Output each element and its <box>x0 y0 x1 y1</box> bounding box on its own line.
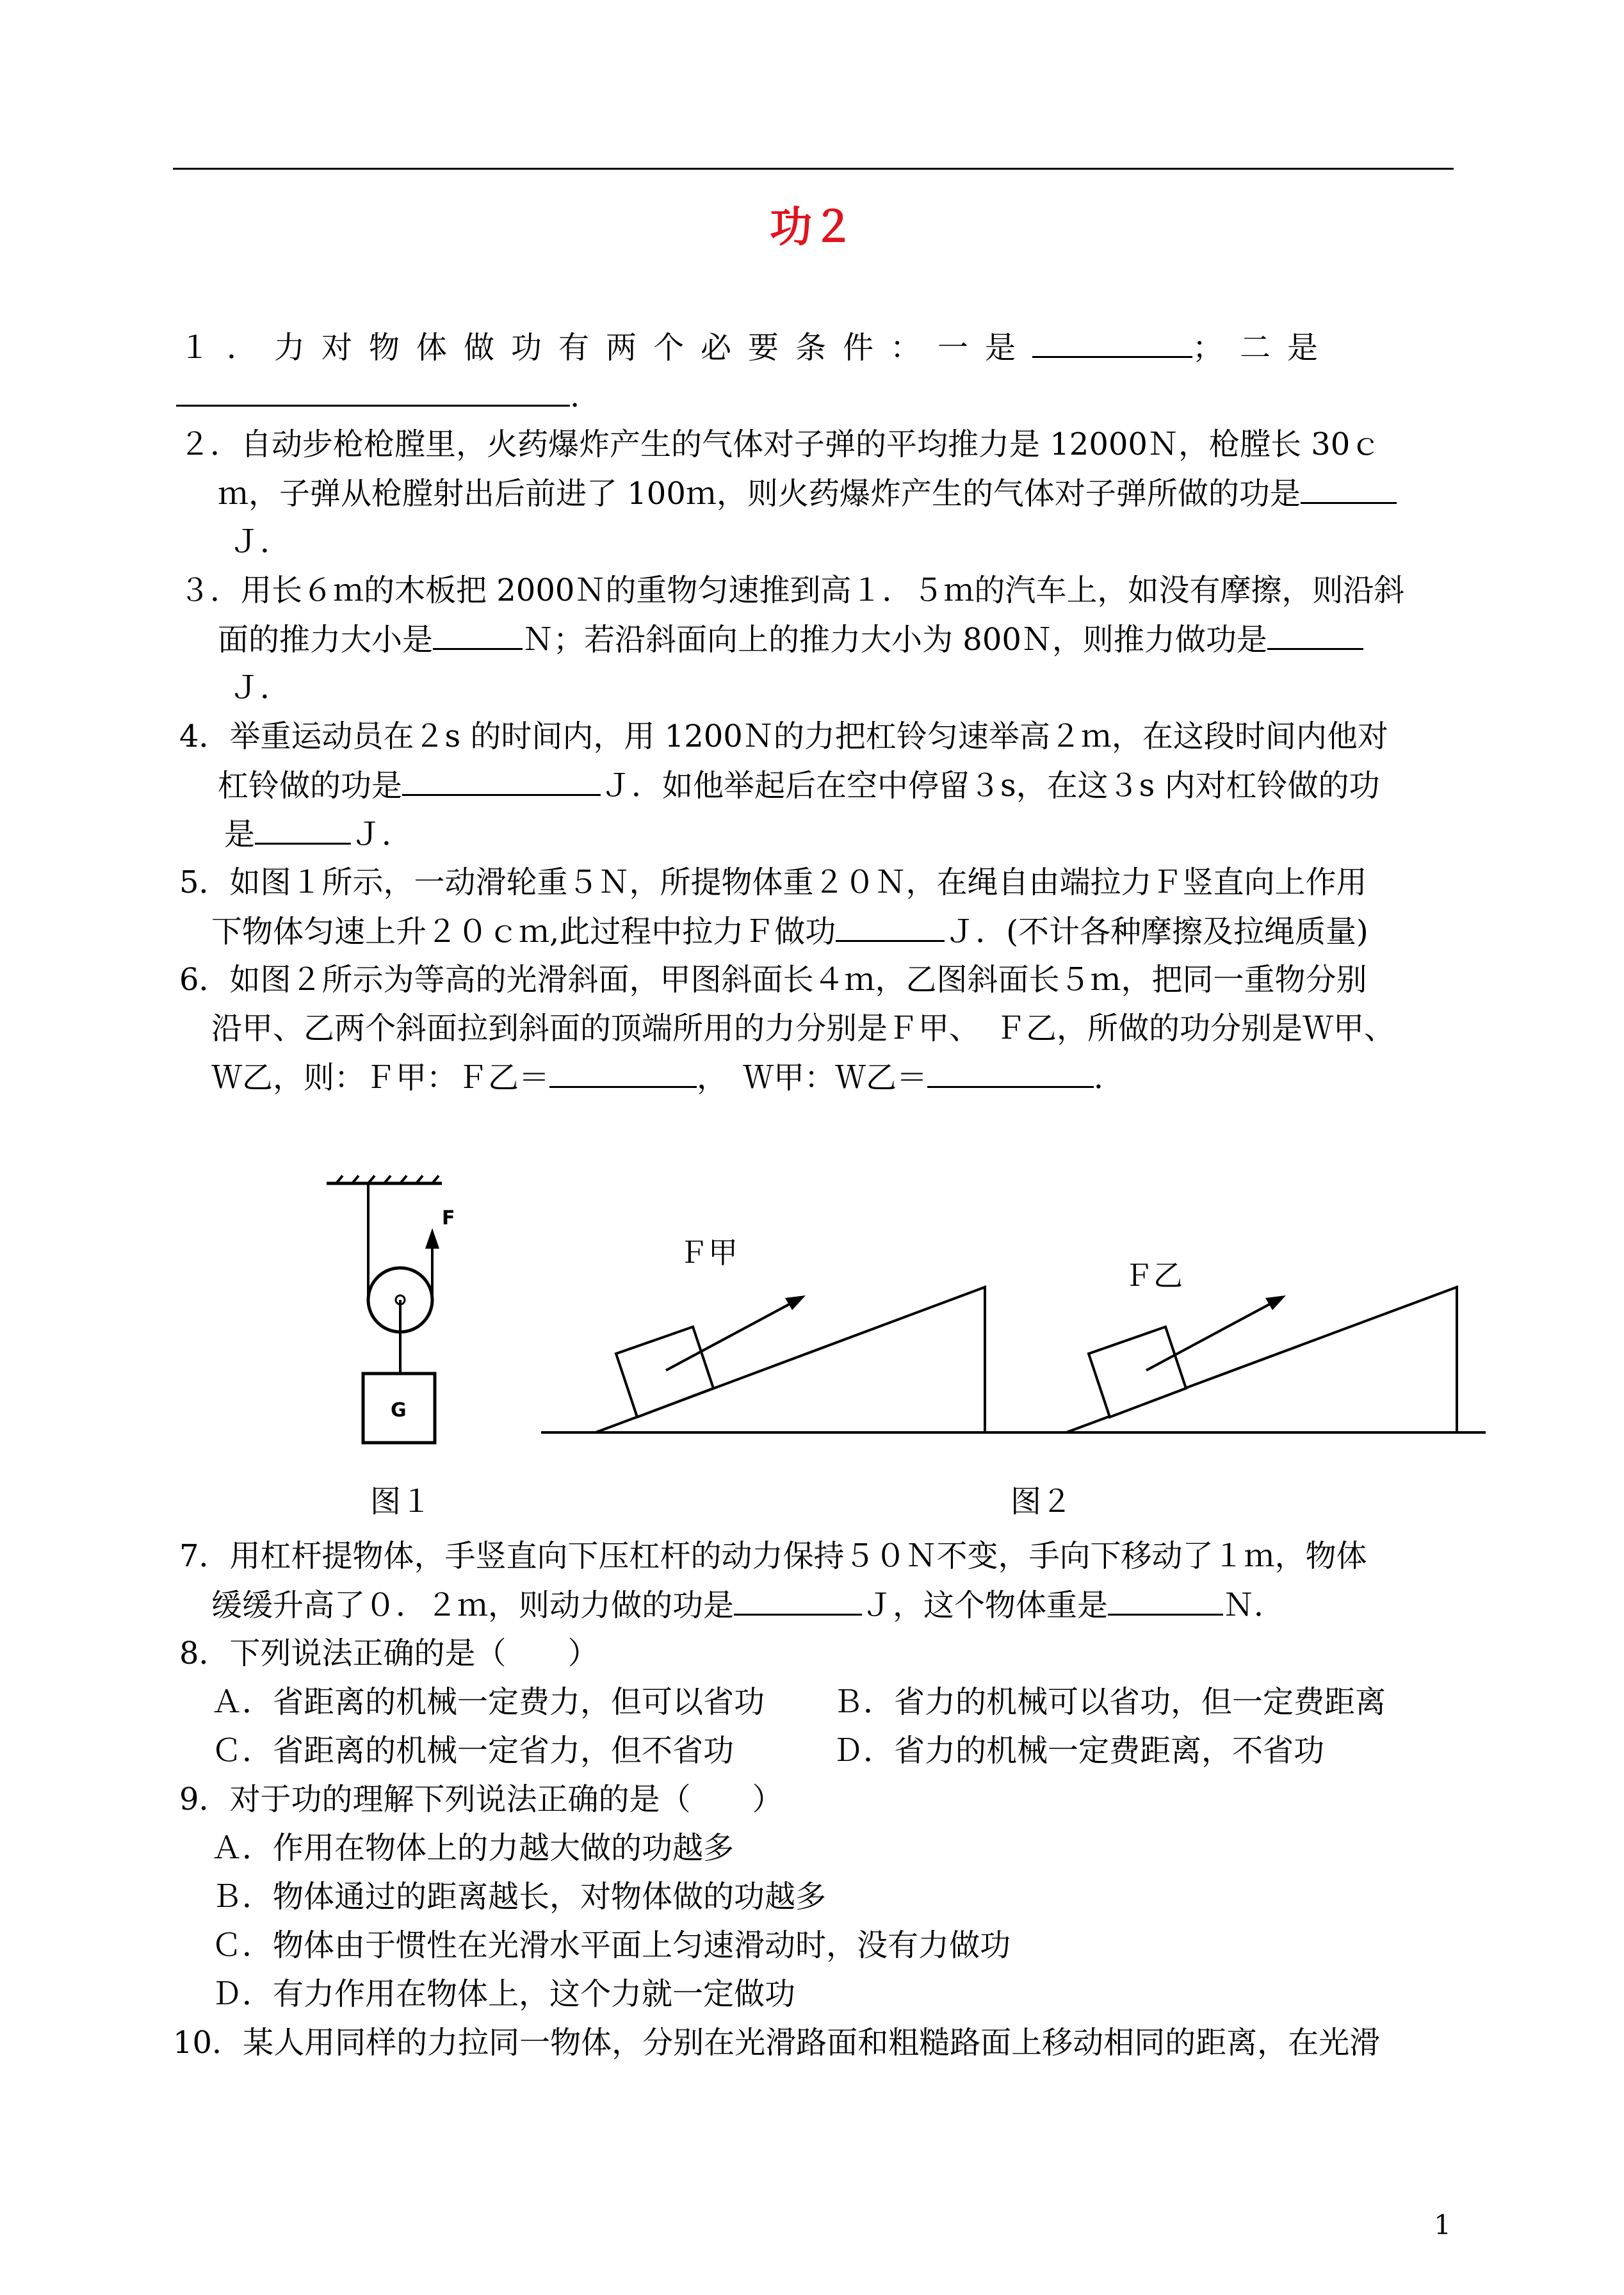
q4-text-a: 杠铃做的功是 <box>218 768 403 804</box>
q7-line-2 <box>211 1585 1285 1625</box>
q3-line-1: ３．用长６ｍ的木板把 2000Ｎ的重物匀速推到高１．５ｍ的汽车上，如没有摩擦，则沿斜 <box>179 572 1405 608</box>
q3-text-b: Ｎ；若沿斜面向上的推力大小为 800Ｎ，则推力做功是 <box>523 622 1267 658</box>
fig2-right-block <box>1089 1327 1186 1417</box>
q8-option-a[interactable]: Ａ．省距离的机械一定费力，但可以省功 <box>211 1684 765 1720</box>
q9-stem: 9．对于功的理解下列说法正确的是（ ） <box>179 1781 783 1817</box>
q7-line-1: 7．用杠杆提物体，手竖直向下压杠杆的动力保持５０Ｎ不变，手向下移动了１ｍ，物体 <box>179 1538 1367 1574</box>
page-title: 功２ <box>770 202 854 252</box>
q5-text-a: 下物体匀速上升２０ｃｍ,此过程中拉力Ｆ做功 <box>211 914 836 950</box>
page-number: 1 <box>1434 2209 1451 2241</box>
q8-stem: 8．下列说法正确的是（ ） <box>179 1635 599 1671</box>
q4-text-b: Ｊ．如他举起后在空中停留３s，在这３s 内对杠铃做的功 <box>601 768 1380 804</box>
q6-text-a: Ｗ乙，则：Ｆ甲：Ｆ乙＝ <box>211 1060 550 1096</box>
q6-text-c: ． <box>1094 1060 1125 1096</box>
q4-text-d: Ｊ． <box>351 816 413 852</box>
q9-option-d[interactable]: Ｄ．有力作用在物体上，这个力就一定做功 <box>211 1976 796 2012</box>
q7-text-a: 缓缓升高了０．２ｍ，则动力做的功是 <box>211 1587 735 1623</box>
q1-text: １．力对物体做功有两个必要条件：一是 <box>179 330 1033 366</box>
q4-line-1: 4．举重运动员在２s 的时间内，用 1200Ｎ的力把杠铃匀速举高２ｍ，在这段时间内他对 <box>179 718 1388 754</box>
fig1-pulley-diagram <box>327 1176 455 1443</box>
q2-line-3: Ｊ． <box>229 524 291 560</box>
q3-line-3: Ｊ． <box>229 670 291 706</box>
fig2-inclines-diagram <box>541 1235 1486 1432</box>
q6-line-1: 6．如图２所示为等高的光滑斜面，甲图斜面长４ｍ，乙图斜面长５ｍ，把同一重物分别 <box>179 962 1367 998</box>
q3-text-a: 面的推力大小是 <box>218 622 434 658</box>
q8-option-c[interactable]: Ｃ．省距离的机械一定省力，但不省功 <box>211 1733 735 1769</box>
fig2-right-arrowhead <box>1265 1295 1286 1310</box>
q7-blank-1[interactable] <box>734 1585 862 1616</box>
q9-option-c[interactable]: Ｃ．物体由于惯性在光滑水平面上匀速滑动时，没有力做功 <box>211 1927 1011 1963</box>
fig1-force-label: F <box>442 1207 455 1229</box>
q2-line-1: ２．自动步枪枪膛里，火药爆炸产生的气体对子弹的平均推力是 12000Ｎ，枪膛长 30ｃ <box>179 426 1381 462</box>
q8-option-b[interactable]: Ｂ．省力的机械可以省功，但一定费距离 <box>832 1684 1386 1720</box>
fig2-left-block <box>616 1327 713 1417</box>
q9-option-a[interactable]: Ａ．作用在物体上的力越大做的功越多 <box>211 1830 735 1866</box>
fig2-left-arrowhead <box>785 1295 806 1310</box>
q8-option-d[interactable]: Ｄ．省力的机械一定费距离，不省功 <box>832 1733 1325 1769</box>
q5-text-b: Ｊ．(不计各种摩擦及拉绳质量) <box>945 914 1368 950</box>
q1-sep: ；二是 <box>1192 330 1335 366</box>
fig2-left-label: Ｆ甲 <box>679 1235 738 1270</box>
q5-line-1: 5．如图１所示，一动滑轮重５Ｎ，所提物体重２０Ｎ，在绳自由端拉力Ｆ竖直向上作用 <box>179 864 1367 900</box>
q4-text-c: 是 <box>224 816 256 852</box>
q1-end: . <box>570 378 580 414</box>
q2-text: ｍ，子弹从枪膛射出后前进了 100ｍ，则火药爆炸产生的气体对子弹所做的功是 <box>218 476 1301 512</box>
q7-text-b: Ｊ，这个物体重是 <box>862 1587 1108 1623</box>
fig1-force-arrowhead <box>425 1228 439 1249</box>
q7-blank-2[interactable] <box>1108 1585 1223 1616</box>
q6-text-b: ， Ｗ甲：Ｗ乙＝ <box>697 1060 928 1096</box>
fig2-caption: 图２ <box>1011 1484 1073 1520</box>
q10-line-1: 10．某人用同样的力拉同一物体，分别在光滑路面和粗糙路面上移动相同的距离，在光滑 <box>173 2025 1381 2061</box>
q6-line-2: 沿甲、乙两个斜面拉到斜面的顶端所用的力分别是Ｆ甲、 Ｆ乙，所做的功分别是Ｗ甲、 <box>211 1010 1395 1046</box>
fig1-weight-label: G <box>391 1399 407 1422</box>
fig2-right-label: Ｆ乙 <box>1124 1258 1183 1293</box>
q7-text-c: Ｎ． <box>1223 1587 1285 1623</box>
fig1-caption: 图１ <box>370 1484 432 1520</box>
q9-option-b[interactable]: Ｂ．物体通过的距离越长，对物体做的功越多 <box>211 1879 827 1915</box>
